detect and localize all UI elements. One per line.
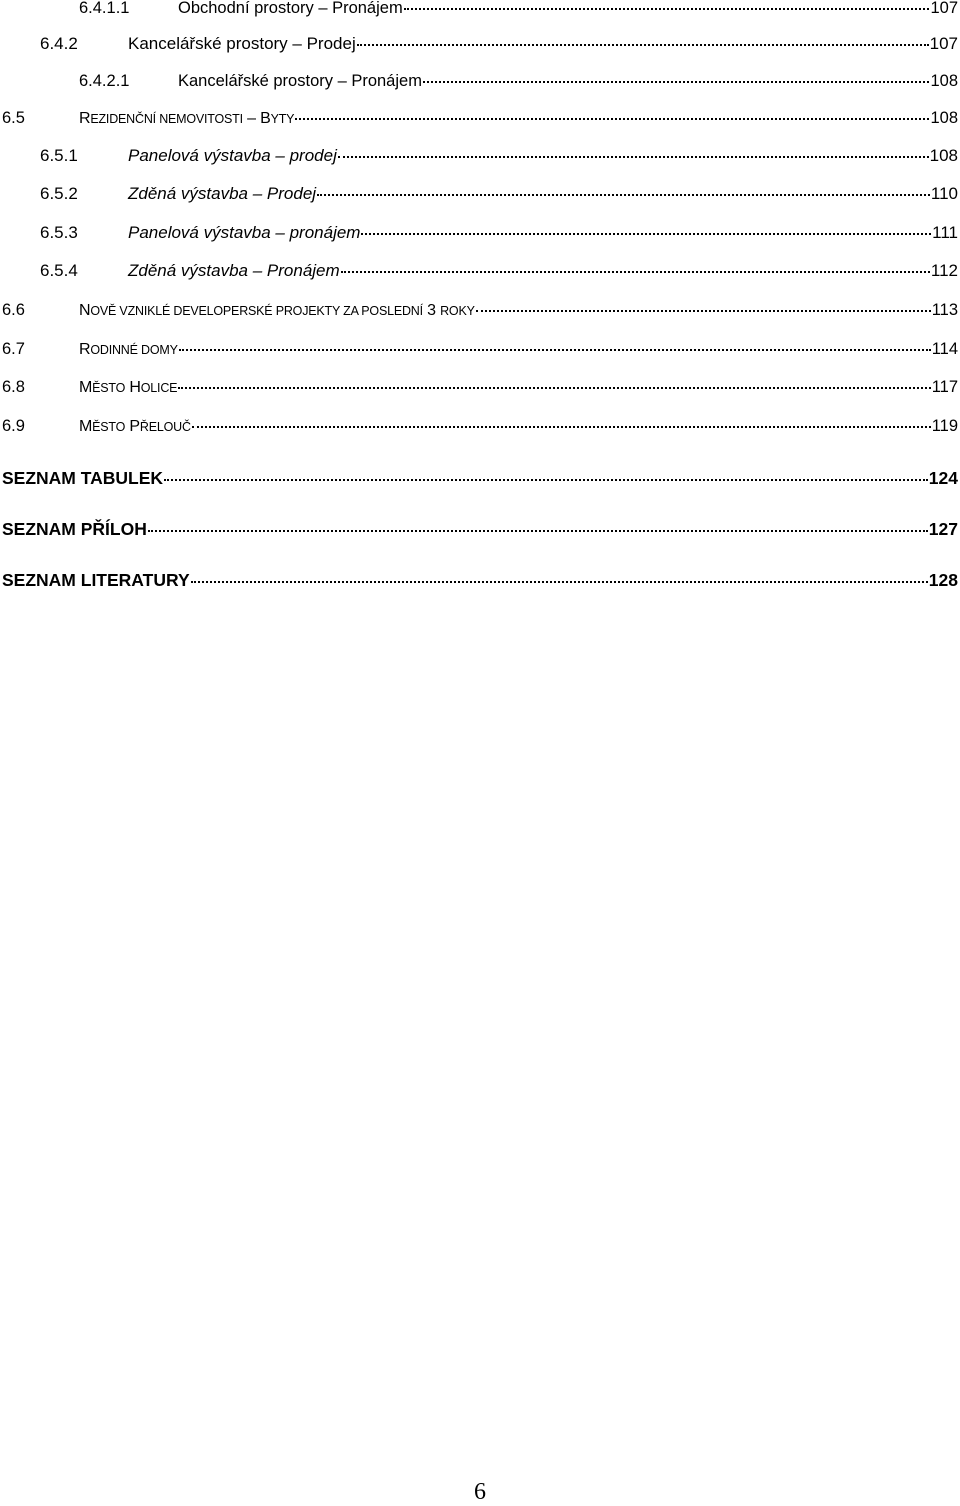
toc-entry-title: REZIDENČNÍ NEMOVITOSTI – BYTY xyxy=(79,110,295,127)
toc-entry-page: 108 xyxy=(930,72,958,90)
toc-entry-page: 112 xyxy=(930,261,958,280)
toc-entry-number: 6.4.2 xyxy=(40,34,78,53)
toc-entry-page: 110 xyxy=(930,184,958,203)
toc-entry-page: 111 xyxy=(932,223,958,242)
toc-entry-title: Obchodní prostory – Pronájem xyxy=(178,0,403,17)
toc-entry-number: 6.7 xyxy=(2,340,25,358)
toc-entry-page: 119 xyxy=(931,417,958,435)
toc-entry-6-6[interactable] xyxy=(0,298,958,322)
toc-entry-6-5-4[interactable] xyxy=(0,259,958,283)
toc-entry-title: Panelová výstavba – prodej xyxy=(128,146,337,165)
dot-leader xyxy=(423,81,930,83)
toc-entry-title: RODINNÉ DOMY xyxy=(79,341,178,358)
toc-entry-title: MĚSTO HOLICE xyxy=(79,379,178,396)
toc-entry-number: 6.5.2 xyxy=(40,184,78,203)
dot-leader xyxy=(361,233,931,235)
toc-entry-number: 6.4.1.1 xyxy=(79,0,130,17)
dot-leader xyxy=(148,530,928,532)
dot-leader xyxy=(295,118,929,120)
dot-leader xyxy=(338,156,929,158)
toc-entry-number: 6.9 xyxy=(2,417,25,435)
toc-entry-6-7[interactable] xyxy=(0,337,958,361)
dot-leader xyxy=(179,349,931,351)
toc-entry-6-5-2[interactable] xyxy=(0,182,958,206)
toc-entry-6-5-3[interactable] xyxy=(0,221,958,245)
toc-entry-6-8[interactable] xyxy=(0,375,958,399)
toc-entry-page: 127 xyxy=(928,519,958,539)
toc-entry-page: 108 xyxy=(930,109,958,127)
dot-leader xyxy=(341,271,930,273)
toc-entry-title: Zděná výstavba – Prodej xyxy=(128,184,317,203)
toc-entry-title: NOVĚ VZNIKLÉ DEVELOPERSKÉ PROJEKTY ZA POSLEDNÍ 3 ROKY xyxy=(79,302,475,319)
dot-leader xyxy=(404,8,930,10)
dot-leader xyxy=(192,426,931,428)
toc-entry-title: Panelová výstavba – pronájem xyxy=(128,223,361,242)
toc-entry-number: 6.4.2.1 xyxy=(79,72,130,90)
toc-entry-page: 107 xyxy=(929,34,958,53)
toc-entry-page: 107 xyxy=(930,0,958,17)
toc-entry-number: 6.5.3 xyxy=(40,223,78,242)
toc-entry-page: 124 xyxy=(928,468,958,488)
toc-entry-6-4-1-1[interactable] xyxy=(0,0,958,20)
toc-entry-number: 6.6 xyxy=(2,301,25,319)
toc-entry-number: 6.5.1 xyxy=(40,146,78,165)
toc-entry-title: SEZNAM TABULEK xyxy=(2,468,164,488)
toc-entry-title: Kancelářské prostory – Prodej xyxy=(128,34,356,53)
toc-entry-6-4-2[interactable] xyxy=(0,32,958,56)
toc-entry-page: 113 xyxy=(931,301,958,319)
toc-entry-page: 108 xyxy=(929,146,958,165)
toc-entry-seznam-priloh[interactable] xyxy=(0,515,958,543)
toc-entry-6-5-1[interactable] xyxy=(0,144,958,168)
toc-entry-title: Zděná výstavba – Pronájem xyxy=(128,261,340,280)
toc-entry-title: SEZNAM LITERATURY xyxy=(2,570,190,590)
dot-leader xyxy=(476,310,931,312)
toc-entry-6-9[interactable] xyxy=(0,414,958,438)
toc-entry-number: 6.8 xyxy=(2,378,25,396)
toc-entry-seznam-literatury[interactable] xyxy=(0,566,958,594)
toc-entry-number: 6.5 xyxy=(2,109,25,127)
toc-entry-title: SEZNAM PŘÍLOH xyxy=(2,519,147,539)
dot-leader xyxy=(357,44,929,46)
toc-entry-6-5[interactable] xyxy=(0,106,958,130)
dot-leader xyxy=(164,479,928,481)
toc-entry-number: 6.5.4 xyxy=(40,261,78,280)
toc-entry-page: 117 xyxy=(931,378,958,396)
dot-leader xyxy=(178,387,930,389)
toc-entry-title: Kancelářské prostory – Pronájem xyxy=(178,72,422,90)
toc-entry-page: 128 xyxy=(928,570,958,590)
toc-entry-seznam-tabulek[interactable] xyxy=(0,464,958,492)
toc-entry-6-4-2-1[interactable] xyxy=(0,69,958,93)
toc-entry-title: MĚSTO PŘELOUČ xyxy=(79,418,191,435)
toc-entry-page: 114 xyxy=(931,340,958,358)
page-number: 6 xyxy=(474,1479,486,1505)
dot-leader xyxy=(191,581,928,583)
dot-leader xyxy=(317,194,930,196)
